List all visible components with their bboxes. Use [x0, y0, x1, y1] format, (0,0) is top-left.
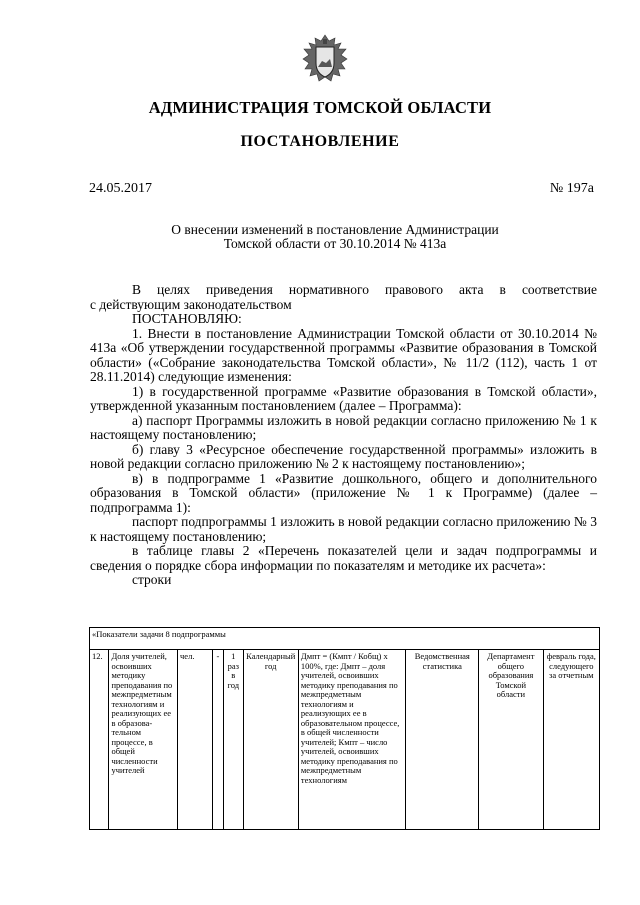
table-caption-row [90, 628, 600, 650]
document-body [90, 283, 597, 588]
subject-line-1: О внесении изменений в постановление Администрации [171, 222, 499, 237]
paragraph-2: 1) в государственной программе «Развитие образования в Томской области», утвержденной указанным постановлением (далее – Программа): [90, 383, 597, 413]
cell-deadline: февраль года, следующего за отчетным [543, 650, 599, 830]
paragraph-intro-line1: В целях приведения нормативного правового акта в соответствие [132, 282, 597, 297]
paragraph-1: 1. Внести в постановление Администрации Томской области от 30.10.2014 № 413а «Об утверждении государственной программы «Развитие образования в Томской области» («Собрание законодательства Томской области», № 11/2 (112), часть 1 от 28.11.2014) следующие изменения: [90, 325, 597, 384]
cell-formula: Дмпт = (Кмпт / Кобщ) x 100%, где: Дмпт – доля учителей, освоивших методику преподавания по межпредметным технологиям и реализующих ее в образовательном процессе, в общей численности учителей; Кмпт – число учителей, освоивших методику преподавания по межпредметным технологиям [298, 650, 406, 830]
cell-responsible: Департамент общего образования Томской области [479, 650, 544, 830]
paragraph-8: строки [132, 572, 172, 587]
cell-number: 12. [90, 650, 109, 830]
paragraph-5: в) в подпрограмме 1 «Развитие дошкольного, общего и дополнительного образования в Томской области» (приложение № 1 к Программе) (далее – подпрограмма 1): [90, 470, 597, 515]
subject-line-2: Томской области от 30.10.2014 № 413а [223, 236, 447, 251]
cell-periodicity: 1 раз в год [224, 650, 243, 830]
document-number: № 197а [549, 181, 594, 196]
paragraph-4: б) главу 3 «Ресурсное обеспечение государственной программы» изложить в новой редакции согласно приложению № 2 к настоящему постановлению»; [90, 441, 597, 471]
table-row [90, 650, 600, 830]
paragraph-3: а) паспорт Программы изложить в новой редакции согласно приложению № 1 к настоящему постановлению; [90, 412, 597, 442]
cell-source: Ведомственная статистика [406, 650, 479, 830]
paragraph-intro-line2: с действующим законодательством [90, 296, 292, 312]
cell-unit: чел. [178, 650, 213, 830]
table-caption: «Показатели задачи 8 подпрограммы [90, 628, 600, 650]
organization-title: АДМИНИСТРАЦИЯ ТОМСКОЙ ОБЛАСТИ [148, 98, 492, 117]
document-date: 24.05.2017 [89, 181, 152, 196]
cell-period: Календарный год [243, 650, 298, 830]
paragraph-resolve: ПОСТАНОВЛЯЮ: [132, 311, 242, 326]
paragraph-6: паспорт подпрограммы 1 изложить в новой редакции согласно приложению № 3 к настоящему постановлению; [90, 514, 597, 544]
indicators-table [89, 627, 600, 830]
paragraph-7: в таблице главы 2 «Перечень показателей цели и задач подпрограммы и сведения о порядке сбора информации по показателям и методике их расчета»: [90, 543, 597, 573]
document-type: ПОСТАНОВЛЕНИЕ [240, 133, 400, 150]
coat-of-arms-emblem [300, 33, 350, 85]
cell-indicator-name: Доля учителей, освоивших методику преподавания по межпредметным технологиям и реализующих ее в образова-тельном процессе, в общей численности учителей [109, 650, 178, 830]
document-subject [150, 223, 520, 251]
cell-dash: - [212, 650, 223, 830]
